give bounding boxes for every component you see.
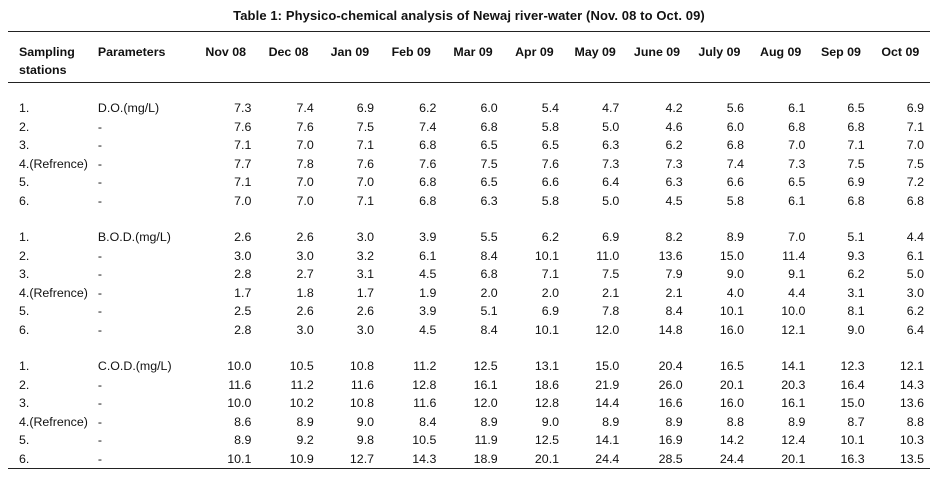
value-cell: 8.7: [847, 414, 865, 429]
value-cell: 7.3: [665, 156, 683, 171]
value-cell: 3.1: [847, 285, 865, 300]
value-cell: 7.4: [296, 101, 314, 115]
value-cell: 1.8: [296, 285, 314, 300]
value-cell: 7.6: [419, 156, 437, 171]
parameter-cell: -: [97, 451, 103, 466]
value-cell: 7.1: [541, 267, 560, 281]
value-cell: 6.6: [726, 175, 745, 189]
value-cell: 7.4: [726, 156, 745, 171]
value-cell: 2.6: [356, 304, 375, 318]
value-cell: 6.4: [602, 175, 620, 189]
value-cell: 9.0: [847, 322, 865, 337]
parameter-cell: -: [97, 414, 103, 429]
value-cell: 3.0: [234, 248, 252, 263]
parameter-cell: D.O.(mg/L): [97, 101, 160, 115]
value-cell: 14.1: [595, 433, 620, 447]
value-cell: 6.2: [541, 230, 560, 244]
value-cell: 5.8: [726, 193, 745, 208]
value-cell: 2.1: [665, 285, 683, 300]
parameter-cell: B.O.D.(mg/L): [97, 230, 171, 244]
parameter-cell: -: [97, 119, 103, 134]
parameter-cell: -: [97, 248, 103, 263]
value-cell: 16.3: [840, 451, 865, 466]
header-month: July 09: [698, 45, 741, 59]
parameter-cell: -: [97, 304, 103, 318]
value-cell: 7.5: [847, 156, 865, 171]
parameter-cell: -: [97, 193, 103, 208]
value-cell: 6.9: [541, 304, 560, 318]
value-cell: 10.1: [840, 433, 865, 447]
parameter-cell: -: [97, 285, 103, 300]
value-cell: 16.0: [719, 322, 745, 337]
parameter-cell: -: [97, 433, 103, 447]
value-cell: 6.8: [847, 193, 865, 208]
value-cell: 7.0: [788, 138, 806, 152]
value-cell: 8.4: [480, 322, 498, 337]
value-cell: 7.0: [296, 175, 314, 189]
value-cell: 10.8: [349, 396, 375, 410]
value-cell: 24.4: [719, 451, 745, 466]
value-cell: 4.4: [788, 285, 806, 300]
value-cell: 15.0: [840, 396, 865, 410]
value-cell: 7.7: [234, 156, 252, 171]
table-row: [8, 155, 930, 174]
station-cell: 4.(Refrence): [19, 285, 88, 300]
value-cell: 6.1: [788, 101, 806, 115]
value-cell: 4.0: [726, 285, 745, 300]
value-cell: 2.5: [234, 304, 252, 318]
value-cell: 10.0: [781, 304, 806, 318]
value-cell: 1.9: [419, 285, 437, 300]
value-cell: 10.5: [289, 359, 314, 373]
table-row: [8, 99, 930, 118]
value-cell: 4.2: [665, 101, 683, 115]
value-cell: 6.1: [788, 193, 806, 208]
table-body: [8, 83, 930, 469]
header-month: Sep 09: [821, 45, 861, 59]
value-cell: 10.8: [349, 359, 375, 373]
value-cell: 5.1: [847, 230, 865, 244]
value-cell: 7.0: [296, 193, 314, 208]
value-cell: 8.4: [665, 304, 683, 318]
value-cell: 3.1: [356, 267, 375, 281]
table-row: [8, 173, 930, 192]
value-cell: 10.3: [899, 433, 924, 447]
value-cell: 5.0: [602, 119, 620, 134]
value-cell: 3.0: [356, 322, 375, 337]
value-cell: 16.0: [719, 396, 745, 410]
value-cell: 7.1: [356, 193, 375, 208]
value-cell: 8.9: [296, 414, 314, 429]
value-cell: 6.8: [847, 119, 865, 134]
value-cell: 16.9: [658, 433, 683, 447]
value-cell: 18.9: [473, 451, 498, 466]
value-cell: 6.6: [541, 175, 560, 189]
value-cell: 6.9: [906, 101, 924, 115]
value-cell: 6.8: [480, 267, 498, 281]
value-cell: 6.5: [788, 175, 806, 189]
value-cell: 10.1: [534, 248, 560, 263]
value-cell: 4.5: [419, 322, 437, 337]
header-row: [8, 32, 930, 83]
value-cell: 14.2: [719, 433, 745, 447]
group-spacer: [8, 210, 930, 228]
station-cell: 3.: [19, 138, 30, 152]
value-cell: 8.9: [480, 414, 498, 429]
value-cell: 4.4: [906, 230, 924, 244]
value-cell: 8.9: [788, 414, 806, 429]
value-cell: 8.1: [847, 304, 865, 318]
value-cell: 16.4: [840, 377, 865, 392]
station-cell: 6.: [19, 193, 30, 208]
value-cell: 12.4: [781, 433, 806, 447]
value-cell: 3.0: [296, 248, 314, 263]
value-cell: 14.1: [781, 359, 806, 373]
value-cell: 16.5: [719, 359, 745, 373]
value-cell: 2.1: [602, 285, 620, 300]
value-cell: 3.0: [356, 230, 375, 244]
header-month: May 09: [574, 45, 616, 59]
station-cell: 2.: [19, 248, 30, 263]
station-cell: 1.: [19, 230, 30, 244]
value-cell: 7.5: [480, 156, 498, 171]
value-cell: 11.2: [413, 359, 437, 373]
value-cell: 7.0: [234, 193, 252, 208]
header-month: Feb 09: [391, 45, 431, 59]
table-row: [8, 228, 930, 247]
station-cell: 3.: [19, 267, 30, 281]
station-cell: 2.: [19, 377, 30, 392]
value-cell: 7.6: [296, 119, 314, 134]
station-cell: 5.: [19, 304, 30, 318]
value-cell: 5.8: [541, 193, 560, 208]
value-cell: 11.9: [474, 433, 498, 447]
station-cell: 5.: [19, 433, 30, 447]
value-cell: 12.3: [840, 359, 865, 373]
value-cell: 9.0: [356, 414, 375, 429]
value-cell: 7.6: [541, 156, 560, 171]
value-cell: 15.0: [595, 359, 620, 373]
value-cell: 5.6: [726, 101, 745, 115]
parameter-cell: C.O.D.(mg/L): [97, 359, 172, 373]
station-cell: 6.: [19, 322, 30, 337]
value-cell: 2.8: [234, 322, 252, 337]
value-cell: 12.7: [349, 451, 375, 466]
station-cell: 4.(Refrence): [19, 414, 88, 429]
station-cell: 2.: [19, 119, 30, 134]
value-cell: 11.0: [596, 248, 620, 263]
value-cell: 6.0: [726, 119, 745, 134]
value-cell: 16.1: [781, 396, 806, 410]
table-title: Table 1: Physico-chemical analysis of Newaj river-water (Nov. 08 to Oct. 09): [233, 8, 705, 23]
value-cell: 6.5: [480, 138, 498, 152]
value-cell: 4.5: [419, 267, 437, 281]
value-cell: 7.3: [602, 156, 620, 171]
spacer-cell: [8, 339, 930, 357]
header-month: June 09: [633, 45, 681, 59]
header-parameters: Parameters: [97, 45, 166, 59]
value-cell: 7.2: [906, 175, 924, 189]
value-cell: 4.5: [665, 193, 683, 208]
value-cell: 4.6: [665, 119, 683, 134]
value-cell: 2.0: [480, 285, 498, 300]
value-cell: 7.0: [296, 138, 314, 152]
value-cell: 8.6: [234, 414, 252, 429]
station-cell: 4.(Refrence): [19, 156, 88, 171]
value-cell: 7.5: [906, 156, 924, 171]
table-row: [8, 376, 930, 395]
value-cell: 5.1: [480, 304, 498, 318]
value-cell: 6.8: [419, 193, 437, 208]
value-cell: 7.9: [665, 267, 683, 281]
value-cell: 6.8: [419, 138, 437, 152]
value-cell: 12.8: [534, 396, 560, 410]
value-cell: 20.3: [781, 377, 806, 392]
value-cell: 8.9: [665, 414, 683, 429]
value-cell: 7.4: [419, 119, 437, 134]
value-cell: 5.5: [480, 230, 498, 244]
value-cell: 20.1: [781, 451, 806, 466]
value-cell: 12.0: [595, 322, 620, 337]
value-cell: 11.6: [413, 396, 437, 410]
value-cell: 21.9: [595, 377, 620, 392]
value-cell: 8.9: [234, 433, 252, 447]
value-cell: 10.0: [227, 396, 252, 410]
group-spacer: [8, 339, 930, 357]
value-cell: 9.1: [788, 267, 806, 281]
value-cell: 7.3: [788, 156, 806, 171]
value-cell: 12.8: [412, 377, 437, 392]
value-cell: 2.6: [234, 230, 252, 244]
station-cell: 5.: [19, 175, 30, 189]
value-cell: 7.6: [234, 119, 252, 134]
value-cell: 9.8: [356, 433, 375, 447]
value-cell: 11.4: [782, 248, 806, 263]
value-cell: 28.5: [658, 451, 683, 466]
value-cell: 7.5: [602, 267, 620, 281]
table-row: [8, 192, 930, 211]
header-month: Dec 08: [268, 45, 309, 59]
value-cell: 8.8: [906, 414, 924, 429]
value-cell: 7.0: [356, 175, 375, 189]
value-cell: 5.4: [541, 101, 560, 115]
value-cell: 6.2: [665, 138, 683, 152]
value-cell: 10.1: [719, 304, 745, 318]
parameter-cell: -: [97, 138, 103, 152]
table-row: [8, 136, 930, 155]
header-month: Jan 09: [330, 45, 370, 59]
value-cell: 6.2: [906, 304, 924, 318]
value-cell: 6.8: [906, 193, 924, 208]
parameter-cell: -: [97, 377, 103, 392]
value-cell: 26.0: [658, 377, 683, 392]
value-cell: 9.0: [541, 414, 560, 429]
value-cell: 5.0: [906, 267, 924, 281]
station-cell: 1.: [19, 101, 30, 115]
value-cell: 9.3: [847, 248, 865, 263]
value-cell: 7.1: [234, 175, 252, 189]
value-cell: 12.1: [781, 322, 806, 337]
parameter-cell: -: [97, 156, 103, 171]
value-cell: 7.6: [356, 156, 375, 171]
value-cell: 6.5: [480, 175, 498, 189]
value-cell: 6.5: [541, 138, 560, 152]
value-cell: 16.6: [658, 396, 683, 410]
value-cell: 13.5: [899, 451, 924, 466]
value-cell: 6.2: [847, 267, 865, 281]
table-row: [8, 450, 930, 469]
value-cell: 2.6: [296, 230, 314, 244]
parameter-cell: -: [97, 322, 103, 337]
value-cell: 20.1: [719, 377, 745, 392]
value-cell: 7.1: [356, 138, 375, 152]
value-cell: 7.1: [234, 138, 252, 152]
value-cell: 3.0: [296, 322, 314, 337]
value-cell: 12.0: [473, 396, 498, 410]
value-cell: 6.2: [419, 101, 437, 115]
value-cell: 16.1: [473, 377, 498, 392]
table-row: [8, 118, 930, 137]
value-cell: 8.9: [602, 414, 620, 429]
table-row: [8, 265, 930, 284]
value-cell: 9.2: [296, 433, 314, 447]
value-cell: 8.2: [665, 230, 683, 244]
value-cell: 2.6: [296, 304, 314, 318]
group-spacer: [8, 83, 930, 100]
parameter-cell: -: [97, 267, 103, 281]
value-cell: 6.0: [480, 101, 498, 115]
value-cell: 7.8: [296, 156, 314, 171]
value-cell: 14.3: [899, 377, 924, 392]
table-row: [8, 357, 930, 376]
value-cell: 8.9: [726, 230, 745, 244]
table-row: [8, 394, 930, 413]
value-cell: 3.0: [906, 285, 924, 300]
value-cell: 7.1: [906, 119, 924, 134]
value-cell: 2.8: [234, 267, 252, 281]
value-cell: 6.3: [665, 175, 683, 189]
value-cell: 6.9: [356, 101, 375, 115]
table-row: [8, 431, 930, 450]
value-cell: 6.8: [788, 119, 806, 134]
parameter-cell: -: [97, 396, 103, 410]
table-row: [8, 302, 930, 321]
value-cell: 10.9: [289, 451, 314, 466]
value-cell: 6.8: [480, 119, 498, 134]
value-cell: 1.7: [356, 285, 375, 300]
header-month: Mar 09: [453, 45, 493, 59]
value-cell: 2.0: [541, 285, 560, 300]
value-cell: 13.6: [658, 248, 683, 263]
value-cell: 3.9: [419, 304, 437, 318]
value-cell: 6.1: [419, 248, 437, 263]
data-table: [8, 31, 930, 469]
value-cell: 11.2: [290, 377, 314, 392]
value-cell: 14.3: [412, 451, 437, 466]
value-cell: 7.3: [234, 101, 252, 115]
value-cell: 20.4: [658, 359, 683, 373]
value-cell: 13.1: [534, 359, 560, 373]
value-cell: 6.3: [602, 138, 620, 152]
value-cell: 3.2: [356, 248, 375, 263]
value-cell: 7.0: [906, 138, 924, 152]
value-cell: 10.1: [227, 451, 252, 466]
header-sampling-stations: Sampling stations: [19, 45, 75, 77]
value-cell: 8.4: [480, 248, 498, 263]
value-cell: 15.0: [719, 248, 745, 263]
value-cell: 14.4: [595, 396, 620, 410]
value-cell: 9.0: [726, 267, 745, 281]
header-month: Oct 09: [881, 45, 920, 59]
value-cell: 7.1: [847, 138, 865, 152]
spacer-cell: [8, 210, 930, 228]
value-cell: 12.1: [899, 359, 924, 373]
value-cell: 4.7: [602, 101, 620, 115]
value-cell: 11.6: [228, 377, 252, 392]
value-cell: 8.4: [419, 414, 437, 429]
table-row: [8, 321, 930, 340]
table-row: [8, 247, 930, 266]
value-cell: 7.8: [602, 304, 620, 318]
value-cell: 6.9: [847, 175, 865, 189]
value-cell: 6.5: [847, 101, 865, 115]
station-cell: 6.: [19, 451, 30, 466]
station-cell: 3.: [19, 396, 30, 410]
value-cell: 20.1: [534, 451, 560, 466]
value-cell: 12.5: [534, 433, 560, 447]
value-cell: 1.7: [234, 285, 252, 300]
value-cell: 6.3: [480, 193, 498, 208]
value-cell: 5.8: [541, 119, 560, 134]
station-cell: 1.: [19, 359, 30, 373]
value-cell: 13.6: [899, 396, 924, 410]
value-cell: 11.6: [350, 377, 375, 392]
table-row: [8, 413, 930, 432]
header-month: Apr 09: [515, 45, 554, 59]
value-cell: 10.0: [227, 359, 252, 373]
value-cell: 6.9: [602, 230, 620, 244]
value-cell: 6.4: [906, 322, 924, 337]
value-cell: 6.8: [419, 175, 437, 189]
value-cell: 14.8: [658, 322, 683, 337]
value-cell: 2.7: [296, 267, 314, 281]
header-month: Aug 09: [760, 45, 802, 59]
value-cell: 5.0: [602, 193, 620, 208]
value-cell: 10.5: [412, 433, 437, 447]
value-cell: 7.0: [788, 230, 806, 244]
value-cell: 18.6: [534, 377, 560, 392]
value-cell: 7.5: [356, 119, 375, 134]
value-cell: 10.1: [534, 322, 560, 337]
value-cell: 12.5: [473, 359, 498, 373]
spacer-cell: [8, 83, 930, 100]
value-cell: 6.8: [726, 138, 745, 152]
value-cell: 3.9: [419, 230, 437, 244]
table-row: [8, 284, 930, 303]
value-cell: 6.1: [906, 248, 924, 263]
value-cell: 8.8: [726, 414, 745, 429]
parameter-cell: -: [97, 175, 103, 189]
header-month: Nov 08: [205, 45, 247, 59]
value-cell: 24.4: [595, 451, 620, 466]
value-cell: 10.2: [289, 396, 314, 410]
